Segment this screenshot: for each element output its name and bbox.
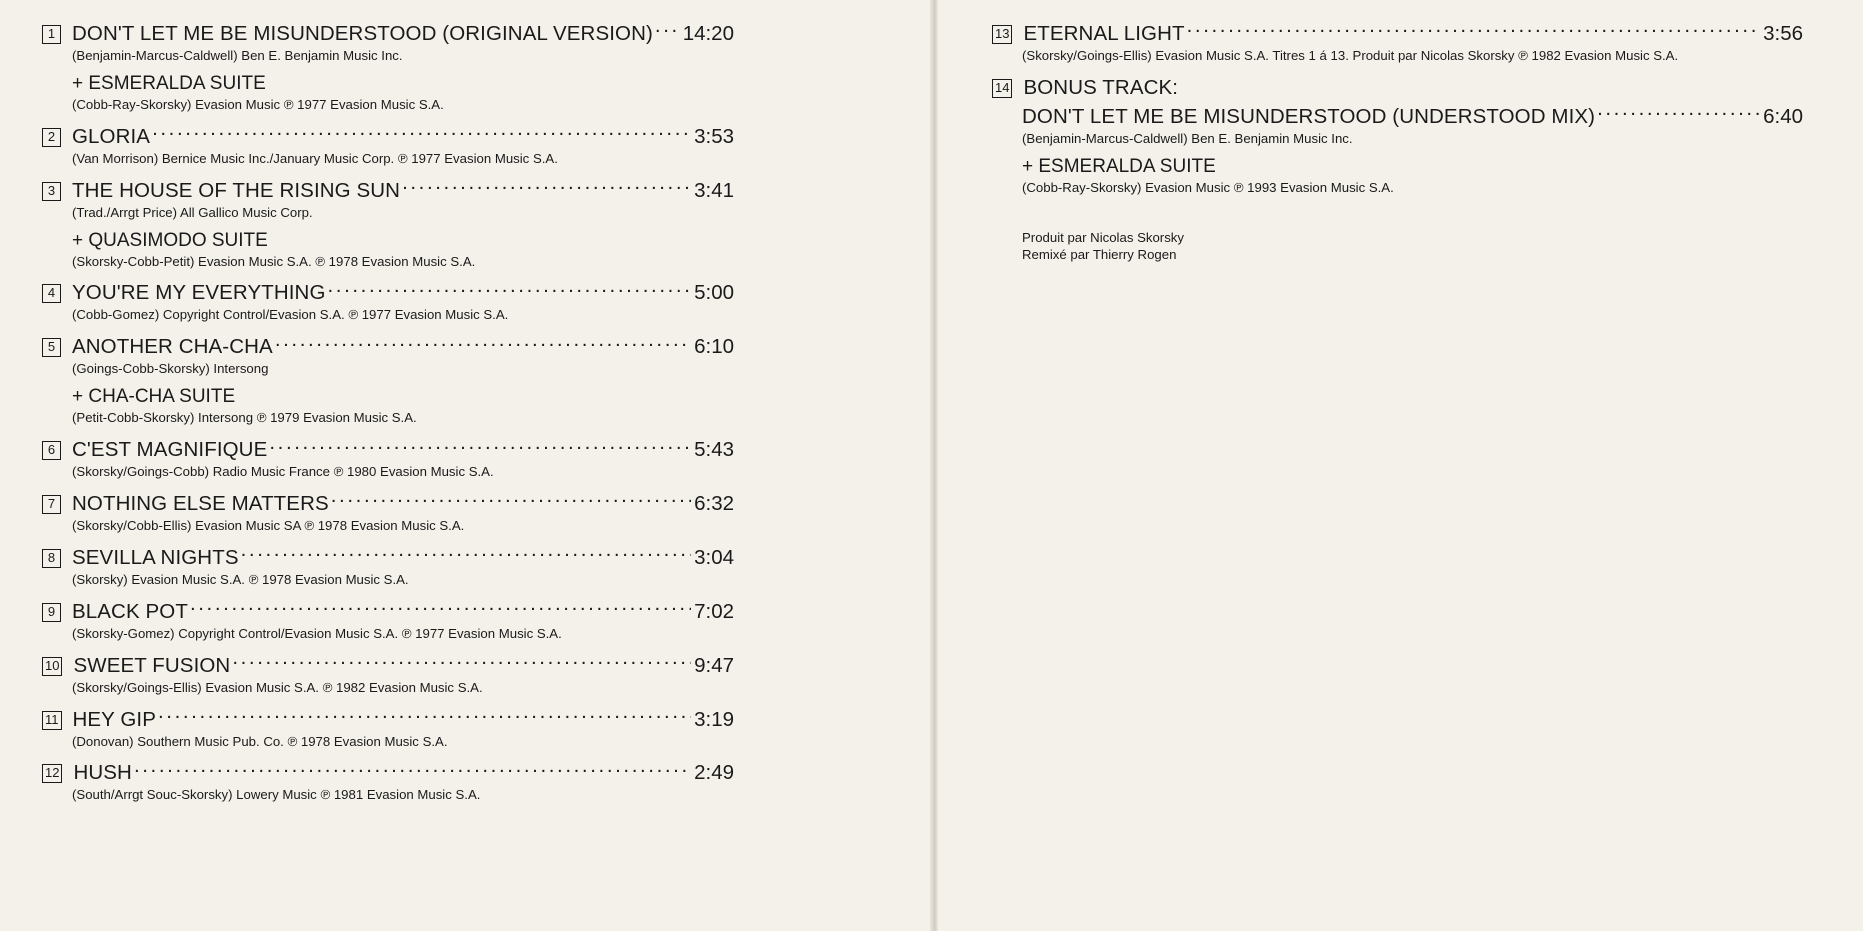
track-head: [992, 22, 1803, 46]
dot-leader: [158, 710, 691, 726]
production-note-line: Produit par Nicolas Skorsky: [1022, 229, 1184, 245]
dot-leader: [655, 24, 680, 40]
track-credit: (Benjamin-Marcus-Caldwell) Ben E. Benjamin Music Inc.: [72, 48, 403, 63]
production-note-line: Remixé par Thierry Rogen: [1022, 247, 1177, 263]
track-entry: [42, 438, 734, 481]
track-head: [42, 654, 734, 678]
track-entry: [42, 125, 734, 168]
track-credit: (Skorsky/Goings-Cobb) Radio Music France ℗ 1980 Evasion Music S.A.: [72, 464, 494, 480]
track-title: SWEET FUSION: [73, 653, 231, 677]
track-title-row: [72, 492, 734, 516]
track-number: 9: [42, 603, 61, 622]
track-duration: 5:43: [694, 438, 734, 462]
track-title: ETERNAL LIGHT: [1023, 22, 1185, 45]
track-duration: 3:19: [694, 707, 734, 731]
track-number: 8: [42, 549, 61, 568]
track-subtitle: + ESMERALDA SUITE: [72, 72, 266, 94]
track-subtitle: + CHA-CHA SUITE: [72, 386, 236, 408]
track-title: DON'T LET ME BE MISUNDERSTOOD (ORIGINAL VERSION): [72, 22, 653, 45]
track-head: [42, 761, 734, 785]
dot-leader: [269, 440, 691, 456]
bonus-track-title-row: [1022, 105, 1803, 129]
track-title-row: [1023, 76, 1803, 100]
track-number: 10: [42, 657, 62, 676]
dot-leader: [190, 602, 691, 618]
track-title: SEVILLA NIGHTS: [72, 545, 239, 569]
track-duration: 6:10: [694, 335, 734, 359]
track-number: 1: [42, 25, 61, 44]
track-entry-bonus: [992, 76, 1803, 197]
track-title-row: [72, 438, 734, 462]
track-head: [42, 492, 734, 516]
track-duration: 3:04: [694, 545, 734, 569]
track-entry: [42, 179, 734, 271]
track-title-row: [1023, 22, 1803, 46]
track-entry: [42, 761, 734, 804]
track-credit: (South/Arrgt Souc-Skorsky) Lowery Music ℗ 1981 Evasion Music S.A.: [72, 787, 481, 803]
track-duration: 3:41: [694, 178, 734, 202]
track-entry: [42, 546, 734, 589]
track-head: [992, 76, 1803, 100]
track-credit: (Benjamin-Marcus-Caldwell) Ben E. Benjamin Music Inc.: [1022, 130, 1353, 146]
track-subtitle: + ESMERALDA SUITE: [1022, 155, 1216, 177]
track-entry: [42, 22, 734, 114]
dot-leader: [402, 181, 691, 197]
track-number: 5: [42, 338, 61, 357]
track-head: [42, 22, 734, 46]
track-head: [42, 600, 734, 624]
track-head: [42, 708, 734, 732]
dot-leader: [1597, 107, 1760, 123]
track-title: HEY GIP: [72, 707, 156, 731]
dot-leader: [134, 763, 691, 779]
track-credit: (Trad./Arrgt Price) All Gallico Music Corp.: [72, 204, 313, 220]
track-duration: 2:49: [694, 761, 734, 785]
track-title-row: [72, 546, 734, 570]
track-head: [42, 546, 734, 570]
track-entry: [42, 492, 734, 535]
track-title: NOTHING ELSE MATTERS: [72, 492, 329, 516]
track-title-row: [72, 600, 734, 624]
track-number: 7: [42, 495, 61, 514]
track-number: 3: [42, 182, 61, 201]
track-title: GLORIA: [72, 124, 151, 148]
track-number: 12: [42, 764, 62, 783]
track-title-row: [72, 179, 734, 203]
track-number: 6: [42, 441, 61, 460]
track-entry: [42, 708, 734, 751]
bonus-track-label: BONUS TRACK:: [1023, 75, 1179, 99]
track-number: 11: [42, 711, 62, 730]
track-title-row: [72, 281, 734, 305]
track-credit: (Donovan) Southern Music Pub. Co. ℗ 1978 Evasion Music S.A.: [72, 733, 448, 749]
track-entry: [42, 654, 734, 697]
dot-leader: [232, 656, 691, 672]
dot-leader: [275, 337, 691, 353]
track-credit: (Van Morrison) Bernice Music Inc./January Music Corp. ℗ 1977 Evasion Music S.A.: [72, 150, 558, 166]
track-credit: (Goings-Cobb-Skorsky) Intersong: [72, 361, 269, 377]
track-head: [42, 438, 734, 462]
track-title-row: [73, 654, 734, 678]
track-head: [42, 179, 734, 203]
track-title-row: [72, 125, 734, 149]
track-sub-credit: (Cobb-Ray-Skorsky) Evasion Music ℗ 1993 Evasion Music S.A.: [1022, 179, 1394, 195]
track-title: C'EST MAGNIFIQUE: [72, 438, 268, 462]
track-sub-credit: (Cobb-Ray-Skorsky) Evasion Music ℗ 1977 Evasion Music S.A.: [72, 96, 444, 112]
track-title: YOU'RE MY EVERYTHING: [72, 281, 326, 305]
track-duration: 14:20: [682, 22, 734, 45]
dot-leader: [328, 283, 692, 299]
track-title: BLACK POT: [72, 599, 188, 623]
track-title: DON'T LET ME BE MISUNDERSTOOD (UNDERSTOOD MIX): [1022, 104, 1596, 128]
track-duration: 9:47: [694, 653, 734, 677]
track-credit: (Cobb-Gomez) Copyright Control/Evasion S.A. ℗ 1977 Evasion Music S.A.: [72, 307, 509, 323]
track-duration: 5:00: [694, 281, 734, 305]
track-duration: 6:32: [694, 492, 734, 516]
dot-leader: [152, 127, 691, 143]
dot-leader: [331, 494, 691, 510]
dot-leader: [241, 548, 691, 564]
track-number: 4: [42, 284, 61, 303]
track-entry: [992, 22, 1803, 65]
track-head: [42, 335, 734, 359]
track-credit: (Skorsky/Goings-Ellis) Evasion Music S.A. Titres 1 á 13. Produit par Nicolas Skorsky ℗ 1982 Evasion Music S.A.: [1022, 48, 1679, 63]
track-head: [42, 125, 734, 149]
production-notes: [1022, 229, 1803, 264]
track-credit: (Skorsky/Goings-Ellis) Evasion Music S.A. ℗ 1982 Evasion Music S.A.: [72, 679, 483, 695]
track-credit: (Skorsky/Cobb-Ellis) Evasion Music SA ℗ 1978 Evasion Music S.A.: [72, 518, 465, 534]
track-duration: 6:40: [1763, 104, 1803, 128]
track-entry: [42, 335, 734, 427]
right-column: [934, 0, 1863, 931]
track-credit: (Skorsky-Gomez) Copyright Control/Evasion Music S.A. ℗ 1977 Evasion Music S.A.: [72, 625, 562, 641]
track-title-row: [72, 335, 734, 359]
track-sub-credit: (Skorsky-Cobb-Petit) Evasion Music S.A. ℗ 1978 Evasion Music S.A.: [72, 253, 476, 269]
track-entry: [42, 600, 734, 643]
track-sub-credit: (Petit-Cobb-Skorsky) Intersong ℗ 1979 Evasion Music S.A.: [72, 410, 417, 426]
track-duration: 3:56: [1763, 22, 1803, 45]
track-number: 14: [992, 79, 1012, 98]
track-title-row: [72, 22, 734, 46]
track-title: THE HOUSE OF THE RISING SUN: [72, 178, 401, 202]
track-title-row: [73, 761, 734, 785]
dot-leader: [1187, 24, 1760, 40]
track-title-row: [73, 708, 735, 732]
track-duration: 7:02: [694, 599, 734, 623]
track-title: HUSH: [73, 761, 132, 785]
track-head: [42, 281, 734, 305]
track-subtitle: + QUASIMODO SUITE: [72, 229, 268, 251]
track-title: ANOTHER CHA-CHA: [72, 335, 273, 359]
track-entry: [42, 281, 734, 324]
track-number: 2: [42, 128, 61, 147]
track-number: 13: [992, 25, 1012, 44]
track-credit: (Skorsky) Evasion Music S.A. ℗ 1978 Evasion Music S.A.: [72, 571, 409, 587]
track-duration: 3:53: [694, 124, 734, 148]
